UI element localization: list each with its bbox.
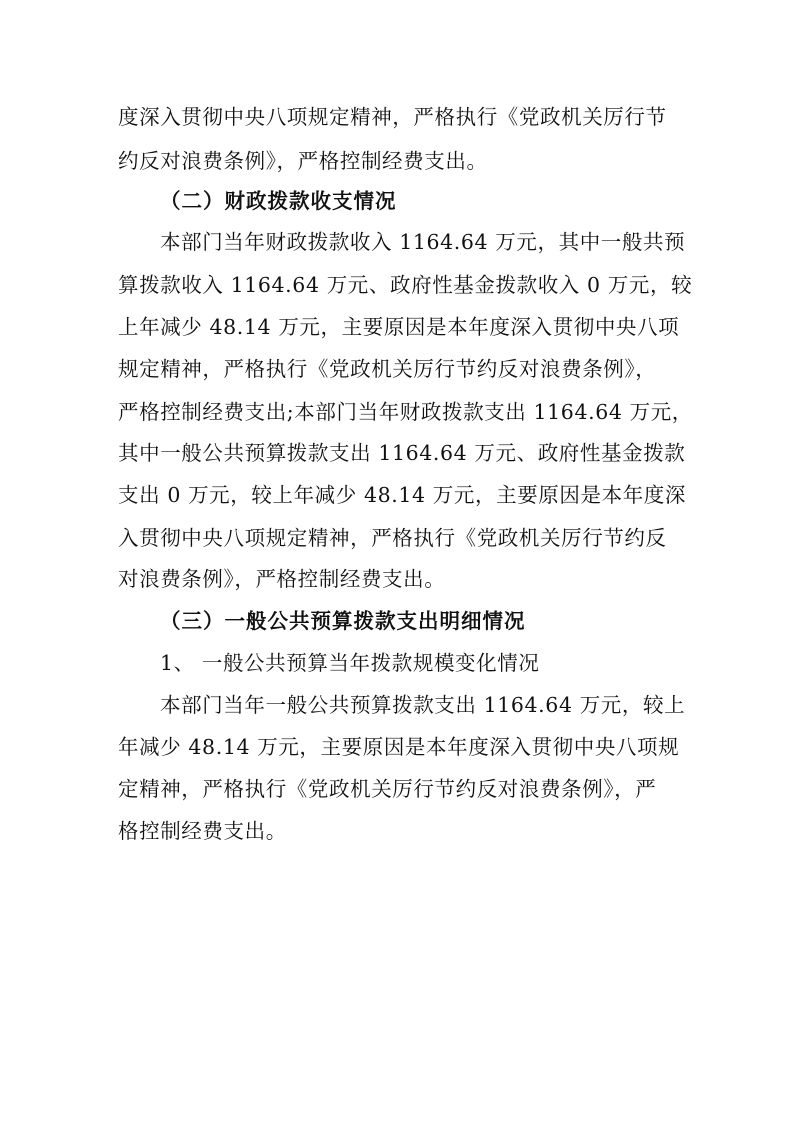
paragraph-line: 格控制经费支出。 — [118, 819, 287, 843]
paragraph-line: 定精神，严格执行《党政机关厉行节约反对浪费条例》，严 — [118, 777, 657, 801]
paragraph-line: 本部门当年一般公共预算拨款支出 1164.64 万元，较上 — [160, 693, 686, 717]
paragraph-line: 其中一般公共预算拨款支出 1164.64 万元、政府性基金拨款 — [118, 441, 686, 465]
paragraph-line: 约反对浪费条例》，严格控制经费支出。 — [118, 149, 488, 173]
paragraph-line: 支出 0 万元，较上年减少 48.14 万元，主要原因是本年度深 — [118, 483, 686, 507]
paragraph-line: 算拨款收入 1164.64 万元、政府性基金拨款收入 0 万元，较 — [118, 273, 693, 297]
paragraph-line: 严格控制经费支出;本部门当年财政拨款支出 1164.64 万元， — [118, 400, 693, 424]
paragraph-line: 规定精神，严格执行《党政机关厉行节约反对浪费条例》， — [118, 357, 657, 381]
subsection-heading-1: 1、 一般公共预算当年拨款规模变化情况 — [160, 651, 540, 675]
paragraph-line: 本部门当年财政拨款收入 1164.64 万元，其中一般共预 — [160, 230, 686, 254]
paragraph-line: 年减少 48.14 万元，主要原因是本年度深入贯彻中央八项规 — [118, 735, 680, 759]
section-heading-3: （三）一般公共预算拨款支出明细情况 — [160, 609, 526, 633]
paragraph-line: 度深入贯彻中央八项规定精神，严格执行《党政机关厉行节 — [118, 105, 667, 129]
paragraph-line: 对浪费条例》，严格控制经费支出。 — [118, 567, 446, 591]
paragraph-line: 入贯彻中央八项规定精神，严格执行《党政机关厉行节约反 — [118, 526, 667, 550]
paragraph-line: 上年减少 48.14 万元，主要原因是本年度深入贯彻中央八项 — [118, 315, 680, 339]
section-heading-2: （二）财政拨款收支情况 — [160, 189, 397, 213]
